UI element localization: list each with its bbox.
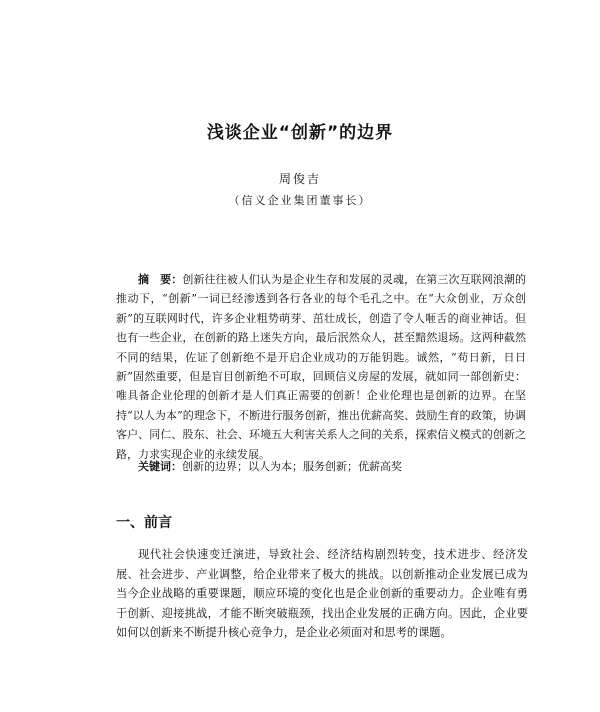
- author-name: 周俊吉: [278, 172, 321, 186]
- abstract-label: 摘 要：: [138, 273, 183, 286]
- section-heading-introduction: 一、前言: [116, 515, 172, 531]
- abstract-text: 创新往往被人们认为是企业生存和发展的灵魂，在第三次互联网浪潮的推动下，“创新”一词已经渗透到各行各业的每个毛孔之中。在“大众创业，万众创新”的互联网时代，许多企业粗势萌芽、茁壮成长，创造了令人咂舌的商业神话。但也有一些企业，在创新的路上迷失方向，最后泯然众人，甚至黯然退场。这两种截然不同的结果，佐证了创新绝不是开启企业成功的万能钥匙。诚然，“苟日新，日日新”固然重要，但是盲目创新绝不可取，回顾信义房屋的发展，就如同一部创新史：唯具备企业伦理的创新才是人们真正需要的创新！企业伦理也是创新的边界。在坚持“以人为本”的理念下，不断进行服务创新，推出优薪高奖、鼓励生育的政策，协调客户、同仁、股东、社会、环境五大利害关系人之间的关系，探索信义模式的创新之路，力求实现企业的永续发展。: [116, 273, 527, 461]
- paper-title: 浅谈企业“创新”的边界: [206, 123, 394, 143]
- abstract: [116, 270, 526, 464]
- keywords-label: 关键词：: [138, 460, 182, 473]
- keywords: [138, 457, 528, 476]
- keywords-text: 创新的边界；以人为本；服务创新；优薪高奖: [182, 460, 402, 473]
- body-paragraph: 现代社会快速变迁演进，导致社会、经济结构剧烈转变，技术进步、经济发展、社会进步、产业调整，给企业带来了极大的挑战。以创新推动企业发展已成为当今企业战略的重要课题，顺应环境的变化也是企业创新的重要动力。企业唯有勇于创新、迎接挑战，才能不断突破瓶颈，找出企业发展的正确方向。因此，企业要如何以创新来不断提升核心竞争力，是企业必须面对和思考的课题。: [116, 548, 528, 640]
- author-affiliation: （信义企业集团董事长）: [228, 194, 372, 207]
